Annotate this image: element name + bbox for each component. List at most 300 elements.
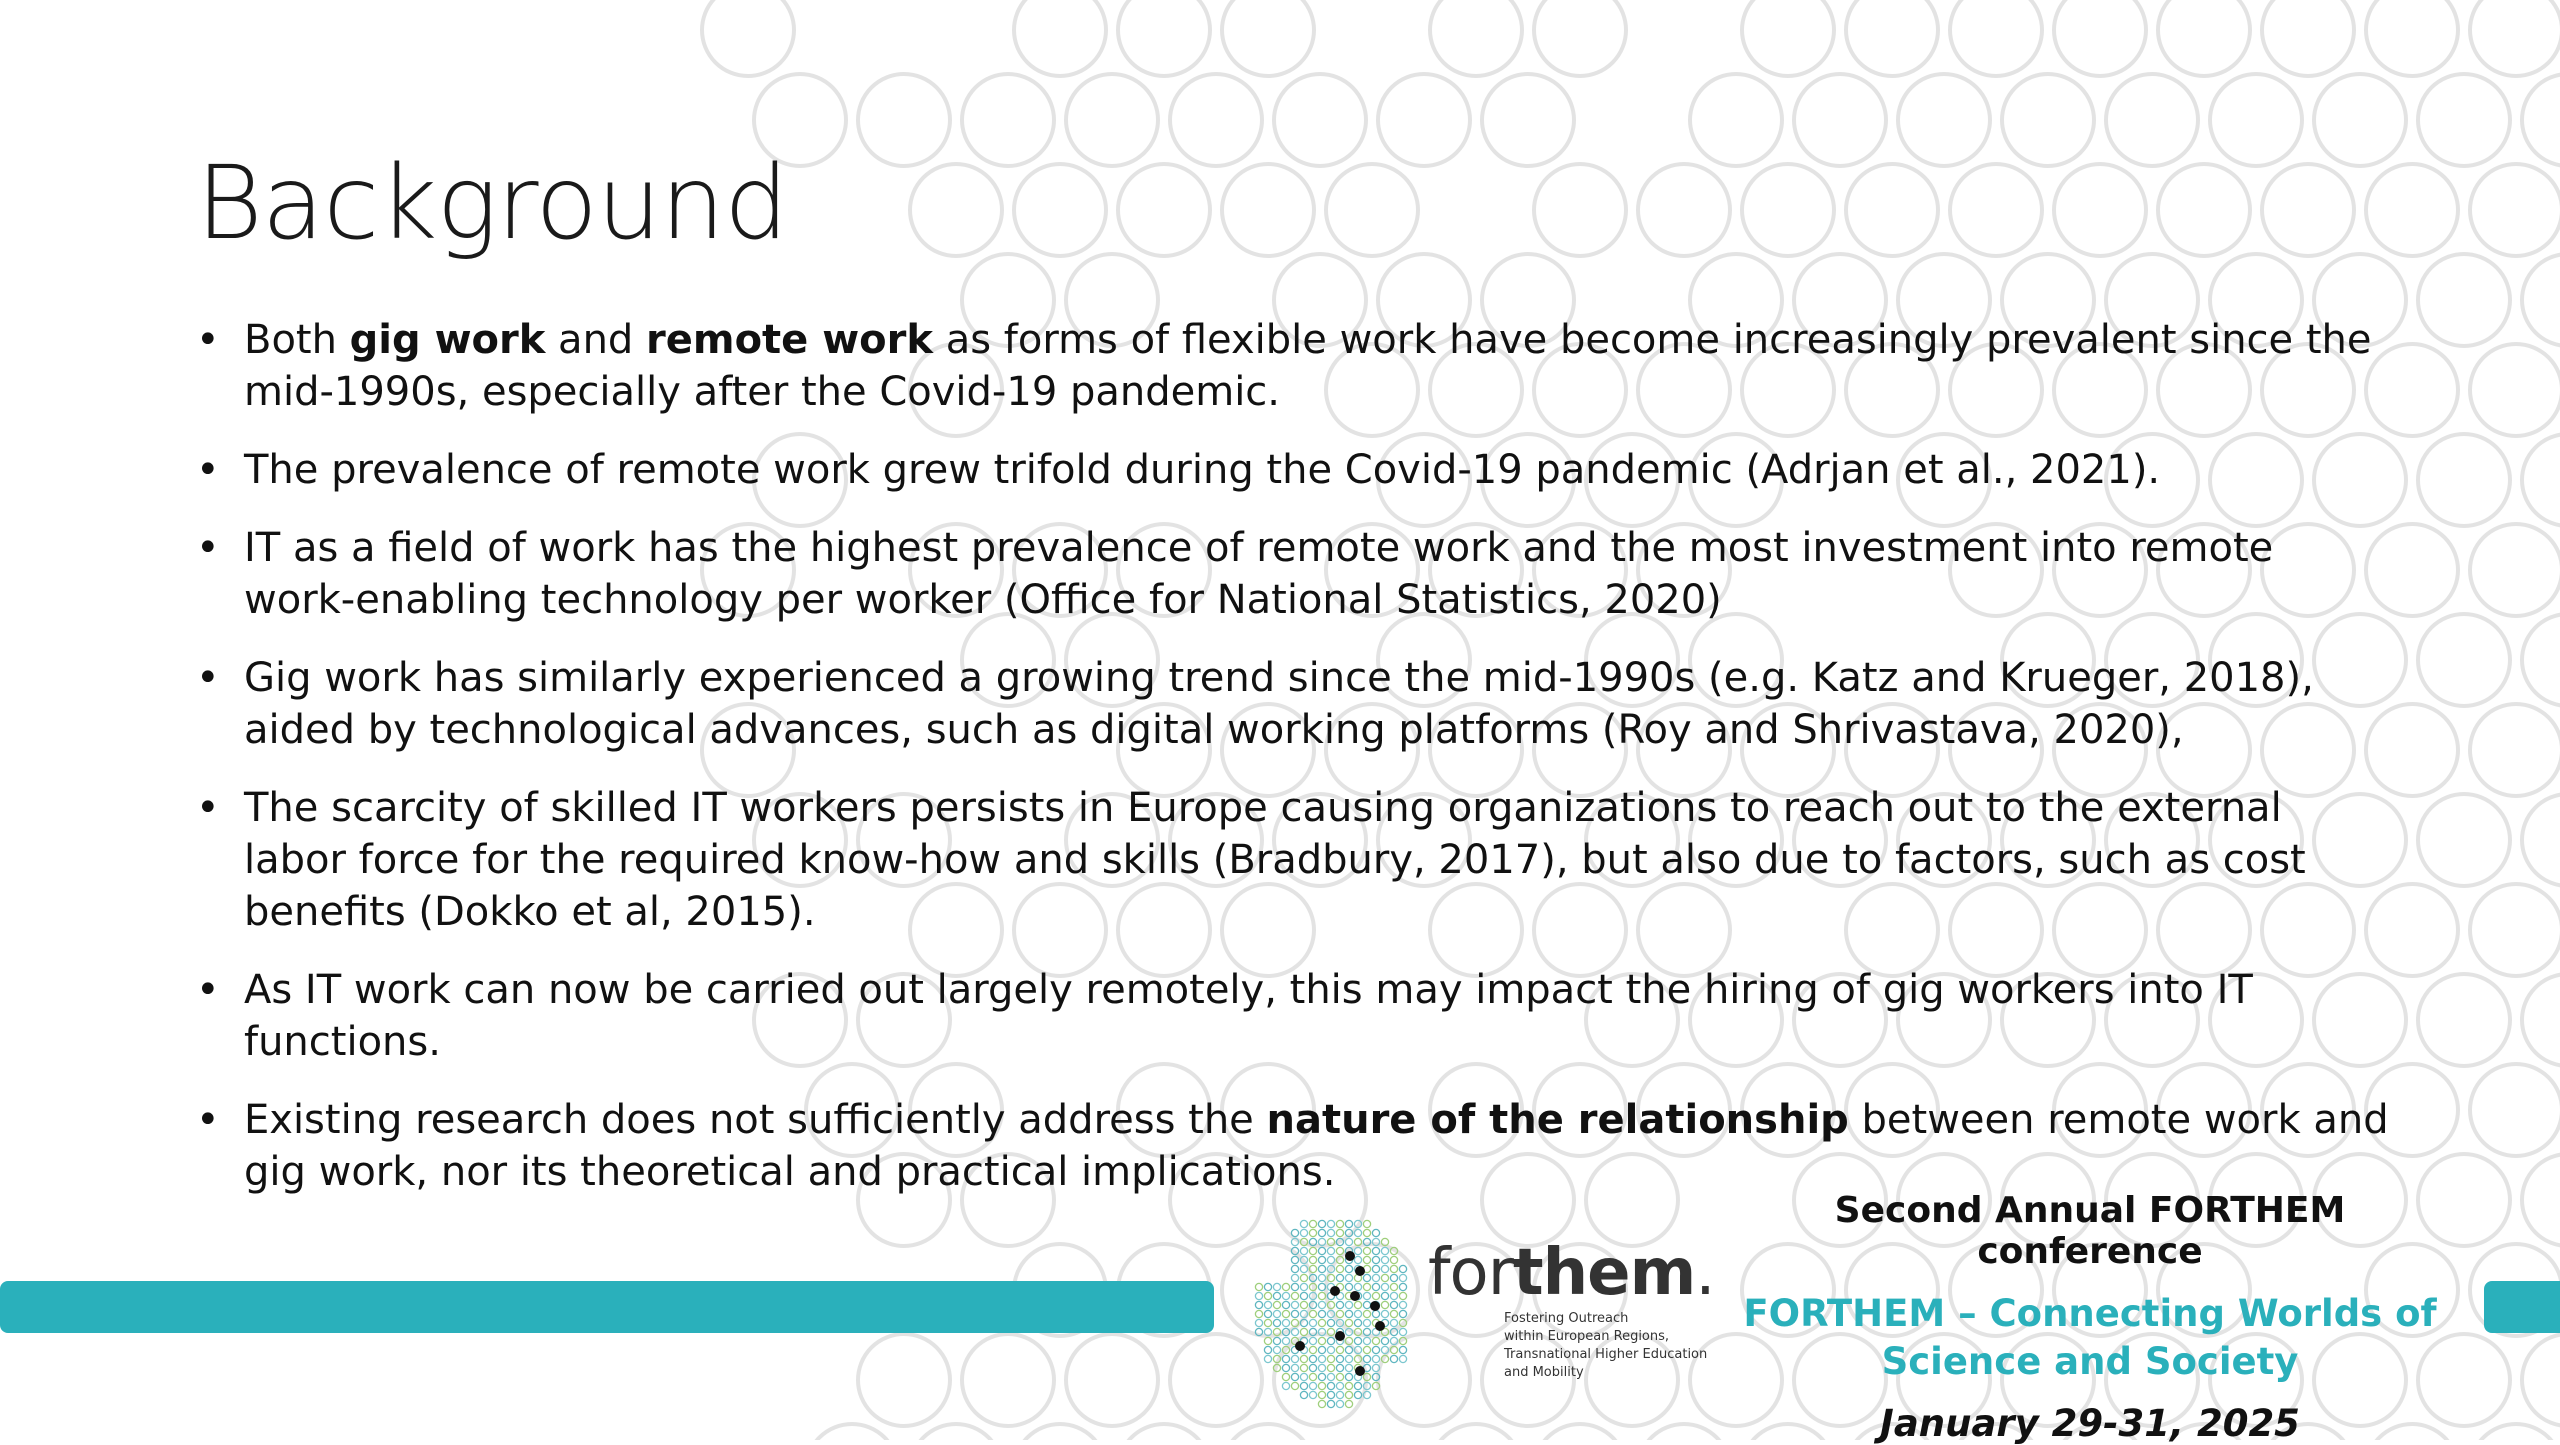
- map-dot: [1300, 1238, 1307, 1245]
- map-dot: [1372, 1265, 1379, 1272]
- map-dot: [1372, 1355, 1379, 1362]
- map-dot: [1309, 1283, 1316, 1290]
- map-dot: [1300, 1274, 1307, 1281]
- map-dot: [1300, 1220, 1307, 1227]
- bullet-item: [196, 444, 2396, 496]
- map-dot: [1309, 1292, 1316, 1299]
- map-dot: [1345, 1229, 1352, 1236]
- map-dot: [1363, 1256, 1370, 1263]
- map-dot: [1390, 1265, 1397, 1272]
- map-dot: [1309, 1319, 1316, 1326]
- map-dot: [1345, 1391, 1352, 1398]
- map-dot: [1327, 1301, 1334, 1308]
- footer-accent-bar-right: [2484, 1281, 2560, 1333]
- map-dot: [1309, 1355, 1316, 1362]
- map-dot: [1399, 1274, 1406, 1281]
- map-dot: [1354, 1220, 1361, 1227]
- map-dot: [1372, 1229, 1379, 1236]
- map-dot: [1282, 1283, 1289, 1290]
- map-dot: [1282, 1373, 1289, 1380]
- map-dot: [1273, 1346, 1280, 1353]
- map-dot: [1309, 1256, 1316, 1263]
- map-dot: [1363, 1391, 1370, 1398]
- map-dot: [1255, 1328, 1262, 1335]
- map-dot: [1309, 1247, 1316, 1254]
- map-dot: [1372, 1247, 1379, 1254]
- background-circle: [1014, 164, 1106, 256]
- map-dot: [1300, 1319, 1307, 1326]
- map-dot: [1291, 1292, 1298, 1299]
- bullet-emphasis: nature of the relationship: [1266, 1097, 1849, 1143]
- background-circle: [1690, 74, 1782, 166]
- map-dot: [1309, 1391, 1316, 1398]
- map-dot: [1372, 1346, 1379, 1353]
- map-dot: [1309, 1328, 1316, 1335]
- background-circle: [2470, 884, 2560, 976]
- background-circle: [1378, 74, 1470, 166]
- map-dot: [1300, 1283, 1307, 1290]
- map-dot: [1291, 1382, 1298, 1389]
- map-dot: [1291, 1283, 1298, 1290]
- map-dot: [1309, 1310, 1316, 1317]
- map-dot: [1363, 1247, 1370, 1254]
- map-city-dot: [1370, 1301, 1380, 1311]
- background-circle: [2470, 164, 2560, 256]
- map-dot: [1318, 1328, 1325, 1335]
- bullet-text: The scarcity of skilled IT workers persists in Europe causing organizations to reach out to the external labor force for the required know-how and skills (Bradbury, 2017), but also due to factors, such as cost benefits (Dokko et al, 2015).: [244, 785, 2306, 935]
- logo-word-prefix: for: [1428, 1236, 1513, 1310]
- map-dot: [1381, 1310, 1388, 1317]
- map-dot: [1345, 1328, 1352, 1335]
- background-circle: [962, 1334, 1054, 1426]
- map-dot: [1282, 1355, 1289, 1362]
- map-dot: [1282, 1292, 1289, 1299]
- map-dot: [1309, 1346, 1316, 1353]
- logo-word-suffix: .: [1695, 1236, 1715, 1310]
- background-circle: [1898, 74, 1990, 166]
- map-dot: [1363, 1220, 1370, 1227]
- background-circle: [2262, 0, 2354, 76]
- map-dot: [1273, 1337, 1280, 1344]
- map-dot: [1318, 1373, 1325, 1380]
- map-dot: [1354, 1247, 1361, 1254]
- bullet-marker: •: [196, 655, 220, 701]
- bullet-marker: •: [196, 967, 220, 1013]
- background-circle: [2418, 794, 2510, 886]
- map-dot: [1390, 1310, 1397, 1317]
- map-dot: [1336, 1238, 1343, 1245]
- background-circle: [2470, 0, 2560, 76]
- map-dot: [1372, 1256, 1379, 1263]
- map-dot: [1318, 1364, 1325, 1371]
- map-dot: [1309, 1301, 1316, 1308]
- background-circle: [2366, 0, 2458, 76]
- map-dot: [1318, 1355, 1325, 1362]
- background-circle: [2418, 434, 2510, 526]
- map-dot: [1336, 1274, 1343, 1281]
- background-circle: [2002, 74, 2094, 166]
- map-dot: [1336, 1400, 1343, 1407]
- map-dot: [1372, 1292, 1379, 1299]
- map-dot: [1372, 1337, 1379, 1344]
- map-dot: [1363, 1301, 1370, 1308]
- map-dot: [1273, 1355, 1280, 1362]
- map-dot: [1327, 1274, 1334, 1281]
- background-circle: [1638, 1424, 1730, 1440]
- background-circle: [910, 164, 1002, 256]
- background-circle: [2418, 74, 2510, 166]
- map-city-dot: [1330, 1286, 1340, 1296]
- map-dot: [1318, 1292, 1325, 1299]
- map-dot: [1381, 1346, 1388, 1353]
- background-circle: [1222, 1424, 1314, 1440]
- map-dot: [1291, 1301, 1298, 1308]
- background-circle: [806, 1424, 898, 1440]
- map-dot: [1354, 1229, 1361, 1236]
- map-dot: [1390, 1355, 1397, 1362]
- bullet-text: Existing research does not sufficiently address the: [244, 1097, 1267, 1143]
- background-circle: [2054, 164, 2146, 256]
- map-dot: [1300, 1247, 1307, 1254]
- background-circle: [2522, 1154, 2560, 1246]
- map-dot: [1381, 1256, 1388, 1263]
- map-dot: [1345, 1364, 1352, 1371]
- map-dot: [1300, 1292, 1307, 1299]
- map-dot: [1345, 1373, 1352, 1380]
- bullet-text: as forms of flexible work have become increasingly prevalent since the mid-1990s, especially after the Covid-19 pandemic.: [244, 317, 2372, 415]
- map-dot: [1264, 1283, 1271, 1290]
- map-dot: [1381, 1337, 1388, 1344]
- map-dot: [1300, 1391, 1307, 1398]
- map-dot: [1372, 1382, 1379, 1389]
- bullet-marker: •: [196, 317, 220, 363]
- bullet-text: Both: [244, 317, 350, 363]
- bullet-marker: •: [196, 1097, 220, 1143]
- map-dot: [1390, 1292, 1397, 1299]
- map-dot: [1372, 1274, 1379, 1281]
- map-city-dot: [1375, 1321, 1385, 1331]
- map-dot: [1336, 1346, 1343, 1353]
- background-circle: [1794, 74, 1886, 166]
- background-circle: [2522, 1334, 2560, 1426]
- background-circle: [702, 0, 794, 76]
- map-dot: [1345, 1310, 1352, 1317]
- forthem-logo: [1240, 1196, 1720, 1416]
- map-dot: [1264, 1319, 1271, 1326]
- map-dot: [1264, 1328, 1271, 1335]
- background-circle: [962, 74, 1054, 166]
- map-dot: [1318, 1346, 1325, 1353]
- map-dot: [1327, 1373, 1334, 1380]
- map-dot: [1309, 1382, 1316, 1389]
- map-dot: [1381, 1301, 1388, 1308]
- map-dot: [1363, 1283, 1370, 1290]
- map-dot: [1291, 1319, 1298, 1326]
- map-dot: [1390, 1274, 1397, 1281]
- map-dot: [1399, 1355, 1406, 1362]
- map-dot: [1273, 1364, 1280, 1371]
- map-dot: [1372, 1364, 1379, 1371]
- map-dot: [1345, 1355, 1352, 1362]
- map-dot: [1336, 1301, 1343, 1308]
- map-dot: [1345, 1283, 1352, 1290]
- map-dot: [1273, 1283, 1280, 1290]
- map-dot: [1345, 1346, 1352, 1353]
- map-dot: [1291, 1364, 1298, 1371]
- background-circle: [1118, 0, 1210, 76]
- map-dot: [1381, 1247, 1388, 1254]
- map-city-dot: [1355, 1266, 1365, 1276]
- bullet-text: and: [545, 317, 647, 363]
- bullet-marker: •: [196, 447, 220, 493]
- map-dot: [1381, 1274, 1388, 1281]
- map-dot: [1318, 1283, 1325, 1290]
- map-dot: [1363, 1238, 1370, 1245]
- map-dot: [1327, 1346, 1334, 1353]
- bullet-text: The prevalence of remote work grew trifold during the Covid-19 pandemic (Adrjan et al., 2021).: [244, 447, 2161, 493]
- background-circle: [2522, 254, 2560, 346]
- bullet-text: IT as a field of work has the highest prevalence of remote work and the most investment into remote work-enabling technology per worker (Office for National Statistics, 2020): [244, 525, 2274, 623]
- conference-info: [1740, 1190, 2440, 1445]
- map-dot: [1318, 1391, 1325, 1398]
- map-dot: [1363, 1337, 1370, 1344]
- map-dot: [1327, 1247, 1334, 1254]
- logo-wordmark: [1428, 1236, 1715, 1310]
- map-dot: [1345, 1238, 1352, 1245]
- map-dot: [1363, 1274, 1370, 1281]
- background-circle: [1846, 164, 1938, 256]
- map-dot: [1273, 1301, 1280, 1308]
- map-dot: [1363, 1373, 1370, 1380]
- background-circle: [1118, 1424, 1210, 1440]
- background-circle: [2418, 974, 2510, 1066]
- map-dot: [1354, 1310, 1361, 1317]
- map-dot: [1399, 1319, 1406, 1326]
- map-dot: [1309, 1337, 1316, 1344]
- map-dot: [1363, 1310, 1370, 1317]
- map-dot: [1300, 1355, 1307, 1362]
- map-dot: [1327, 1265, 1334, 1272]
- map-dot: [1282, 1310, 1289, 1317]
- map-dot: [1354, 1382, 1361, 1389]
- map-dot: [1327, 1229, 1334, 1236]
- slide-title: Background: [196, 144, 788, 263]
- bullet-emphasis: gig work: [349, 317, 546, 363]
- map-dot: [1282, 1364, 1289, 1371]
- map-dot: [1345, 1301, 1352, 1308]
- background-circle: [1534, 164, 1626, 256]
- map-dot: [1399, 1283, 1406, 1290]
- map-dot: [1363, 1229, 1370, 1236]
- background-circle: [2470, 524, 2560, 616]
- background-circle: [2522, 974, 2560, 1066]
- background-circle: [1274, 74, 1366, 166]
- bullet-list: [196, 314, 2396, 1224]
- background-circle: [1222, 164, 1314, 256]
- map-dot: [1291, 1328, 1298, 1335]
- background-circle: [2158, 0, 2250, 76]
- map-dot: [1390, 1319, 1397, 1326]
- map-dot: [1345, 1274, 1352, 1281]
- bullet-item: [196, 652, 2396, 756]
- map-dot: [1381, 1265, 1388, 1272]
- background-circle: [1430, 1424, 1522, 1440]
- background-circle: [1482, 74, 1574, 166]
- map-city-dot: [1335, 1331, 1345, 1341]
- background-circle: [1950, 0, 2042, 76]
- map-dot: [1390, 1301, 1397, 1308]
- bullet-item: [196, 522, 2396, 626]
- map-dot: [1291, 1229, 1298, 1236]
- map-dot: [1345, 1265, 1352, 1272]
- map-dot: [1291, 1265, 1298, 1272]
- background-circle: [910, 1424, 1002, 1440]
- map-dot: [1300, 1256, 1307, 1263]
- bullet-item: [196, 1094, 2396, 1198]
- background-circle: [2522, 74, 2560, 166]
- map-dot: [1345, 1220, 1352, 1227]
- map-dot: [1318, 1310, 1325, 1317]
- map-dot: [1336, 1355, 1343, 1362]
- map-dot: [1354, 1319, 1361, 1326]
- map-dot: [1327, 1238, 1334, 1245]
- map-dot: [1327, 1364, 1334, 1371]
- map-dot: [1399, 1292, 1406, 1299]
- map-city-dot: [1350, 1291, 1360, 1301]
- map-dot: [1318, 1382, 1325, 1389]
- map-dot: [1273, 1319, 1280, 1326]
- map-dot: [1363, 1319, 1370, 1326]
- logo-tagline: Fostering Outreach within European Regions, Transnational Higher Education and Mobility: [1504, 1311, 1708, 1380]
- map-dot: [1309, 1274, 1316, 1281]
- map-dot: [1327, 1220, 1334, 1227]
- map-dot: [1390, 1346, 1397, 1353]
- map-dot: [1354, 1337, 1361, 1344]
- map-dot: [1327, 1391, 1334, 1398]
- map-dot: [1381, 1238, 1388, 1245]
- background-circle: [1638, 164, 1730, 256]
- map-dot: [1318, 1247, 1325, 1254]
- map-dot: [1318, 1400, 1325, 1407]
- map-dot: [1300, 1328, 1307, 1335]
- map-dot: [1318, 1229, 1325, 1236]
- map-dot: [1300, 1382, 1307, 1389]
- map-dot: [1399, 1265, 1406, 1272]
- map-dot: [1300, 1229, 1307, 1236]
- map-dot: [1291, 1247, 1298, 1254]
- background-circle: [2210, 74, 2302, 166]
- bullet-marker: •: [196, 785, 220, 831]
- map-dot: [1381, 1283, 1388, 1290]
- map-dot: [1363, 1382, 1370, 1389]
- conference-dates: January 29-31, 2025: [1880, 1402, 2300, 1445]
- map-dot: [1327, 1382, 1334, 1389]
- map-dot: [1282, 1328, 1289, 1335]
- map-dot: [1309, 1373, 1316, 1380]
- bullet-item: [196, 314, 2396, 418]
- map-dot: [1300, 1364, 1307, 1371]
- map-dot: [1255, 1301, 1262, 1308]
- map-dot: [1264, 1301, 1271, 1308]
- map-dot: [1318, 1337, 1325, 1344]
- background-circle: [1534, 0, 1626, 76]
- map-dot: [1318, 1256, 1325, 1263]
- map-dot: [1282, 1319, 1289, 1326]
- background-circle: [1430, 0, 1522, 76]
- map-dot: [1264, 1310, 1271, 1317]
- map-dot: [1354, 1355, 1361, 1362]
- map-dot: [1327, 1328, 1334, 1335]
- map-dot: [1345, 1319, 1352, 1326]
- background-circle: [2106, 74, 2198, 166]
- map-dot: [1399, 1301, 1406, 1308]
- map-dot: [1336, 1319, 1343, 1326]
- background-circle: [2418, 614, 2510, 706]
- bullet-text: As IT work can now be carried out largely remotely, this may impact the hiring of gig workers into IT functions.: [244, 967, 2253, 1065]
- background-circle: [2522, 794, 2560, 886]
- map-dot: [1363, 1292, 1370, 1299]
- map-dot: [1336, 1256, 1343, 1263]
- map-dot: [1282, 1346, 1289, 1353]
- map-dot: [1372, 1238, 1379, 1245]
- background-circle: [2470, 344, 2560, 436]
- map-dot: [1354, 1256, 1361, 1263]
- map-dot: [1273, 1292, 1280, 1299]
- background-circle: [1066, 74, 1158, 166]
- map-dot: [1318, 1301, 1325, 1308]
- map-dot: [1336, 1364, 1343, 1371]
- map-dot: [1318, 1274, 1325, 1281]
- map-dot: [1336, 1220, 1343, 1227]
- map-dot: [1399, 1310, 1406, 1317]
- map-dot: [1291, 1310, 1298, 1317]
- bullet-text: Gig work has similarly experienced a growing trend since the mid-1990s (e.g. Katz and Krueger, 2018), aided by technological advances, such as digital working platforms (Roy and Shrivastava, 2020),: [244, 655, 2314, 753]
- map-dot: [1273, 1328, 1280, 1335]
- map-dot: [1336, 1310, 1343, 1317]
- map-dot: [1381, 1355, 1388, 1362]
- background-circle: [2522, 434, 2560, 526]
- map-dot: [1336, 1391, 1343, 1398]
- background-circle: [2470, 1424, 2560, 1440]
- map-dot: [1363, 1355, 1370, 1362]
- map-dot: [1282, 1382, 1289, 1389]
- map-dot: [1390, 1256, 1397, 1263]
- map-dot: [1390, 1247, 1397, 1254]
- bullet-marker: •: [196, 525, 220, 571]
- map-dot: [1300, 1373, 1307, 1380]
- map-dot: [1282, 1337, 1289, 1344]
- map-dot: [1264, 1292, 1271, 1299]
- map-dot: [1255, 1319, 1262, 1326]
- map-dot: [1336, 1373, 1343, 1380]
- background-circle: [1118, 164, 1210, 256]
- map-dot: [1354, 1283, 1361, 1290]
- logo-word-bold: them: [1513, 1236, 1696, 1310]
- map-dot: [1309, 1220, 1316, 1227]
- map-dot: [1282, 1301, 1289, 1308]
- map-dot: [1399, 1337, 1406, 1344]
- bullet-item: [196, 964, 2396, 1068]
- map-dot: [1300, 1265, 1307, 1272]
- footer-accent-bar-left: [0, 1281, 1214, 1333]
- map-dot: [1291, 1256, 1298, 1263]
- map-dot: [1336, 1229, 1343, 1236]
- map-dot: [1255, 1292, 1262, 1299]
- map-dot: [1309, 1229, 1316, 1236]
- map-dot: [1300, 1301, 1307, 1308]
- map-dot: [1336, 1382, 1343, 1389]
- map-dot: [1354, 1301, 1361, 1308]
